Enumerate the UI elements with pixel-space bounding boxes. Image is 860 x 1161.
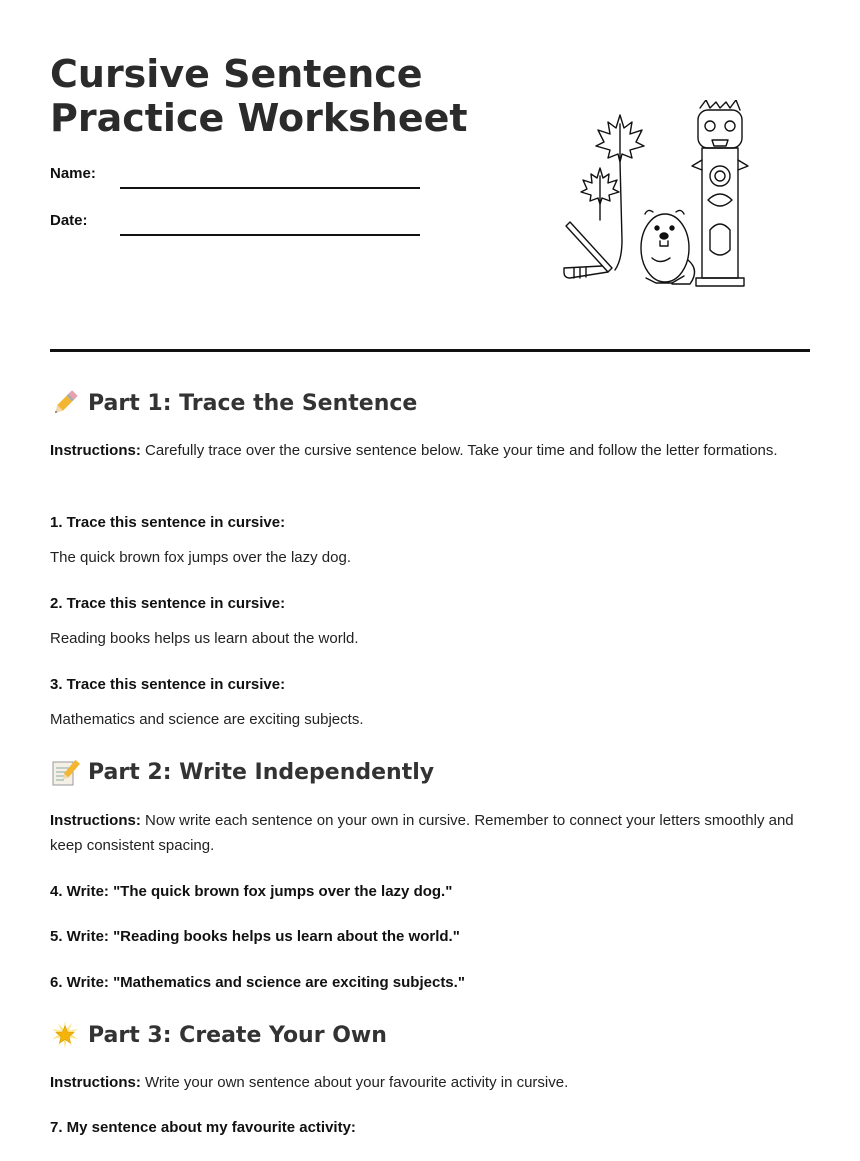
part1-item-1-sentence: The quick brown fox jumps over the lazy dog. — [50, 549, 351, 566]
part2-item-4: 4. Write: "The quick brown fox jumps over the lazy dog." — [50, 883, 453, 900]
part3-prompt: 7. My sentence about my favourite activity: — [50, 1119, 356, 1136]
part3-instructions — [50, 1070, 810, 1095]
part2-instructions-label: Instructions: — [50, 812, 141, 829]
name-label: Name: — [50, 165, 96, 182]
part1-item-2-sentence: Reading books helps us learn about the world. — [50, 630, 359, 647]
part2-instructions — [50, 808, 810, 858]
part1-item-1-prompt: 1. Trace this sentence in cursive: — [50, 514, 286, 531]
part3-instructions-text: Write your own sentence about your favourite activity in cursive. — [140, 1074, 569, 1091]
part2-heading-text: Part 2: Write Independently — [88, 759, 435, 785]
title-line-2: Practice Worksheet — [50, 96, 468, 140]
memo-icon — [50, 757, 80, 787]
part2-heading — [50, 757, 434, 787]
part1-heading-text: Part 1: Trace the Sentence — [88, 390, 418, 416]
part2-instructions-text: Now write each sentence on your own in cursive. Remember to connect your letters smoothly and keep consistent spacing. — [50, 812, 794, 854]
name-line[interactable] — [120, 187, 420, 189]
part3-instructions-label: Instructions: — [50, 1074, 141, 1091]
date-field[interactable] — [50, 212, 420, 236]
page-title — [50, 52, 470, 140]
totem-pole-icon — [692, 100, 748, 286]
maple-leaf-small-icon — [581, 168, 619, 220]
part1-instructions-text: Carefully trace over the cursive sentence below. Take your time and follow the letter formations. — [140, 442, 778, 459]
title-line-1: Cursive Sentence — [50, 52, 423, 96]
name-field[interactable] — [50, 165, 420, 189]
part2-item-6: 6. Write: "Mathematics and science are exciting subjects." — [50, 974, 465, 991]
glowing-star-icon — [50, 1020, 80, 1050]
part3-heading-text: Part 3: Create Your Own — [88, 1022, 387, 1048]
part1-item-3-prompt: 3. Trace this sentence in cursive: — [50, 676, 286, 693]
beaver-icon — [641, 210, 695, 284]
part1-instructions-label: Instructions: — [50, 442, 141, 459]
date-line[interactable] — [120, 234, 420, 236]
part1-item-3-sentence: Mathematics and science are exciting subjects. — [50, 711, 364, 728]
hockey-stick-icon — [564, 222, 612, 278]
part1-instructions — [50, 438, 810, 463]
header-divider — [50, 349, 810, 352]
part1-heading — [50, 388, 417, 418]
maple-leaf-large-icon — [596, 115, 644, 162]
stem-line — [615, 162, 622, 270]
canada-illustration — [560, 100, 750, 290]
part3-heading — [50, 1020, 387, 1050]
part2-item-5: 5. Write: "Reading books helps us learn about the world." — [50, 928, 460, 945]
pencil-icon — [50, 388, 80, 418]
date-label: Date: — [50, 212, 88, 229]
part1-item-2-prompt: 2. Trace this sentence in cursive: — [50, 595, 286, 612]
